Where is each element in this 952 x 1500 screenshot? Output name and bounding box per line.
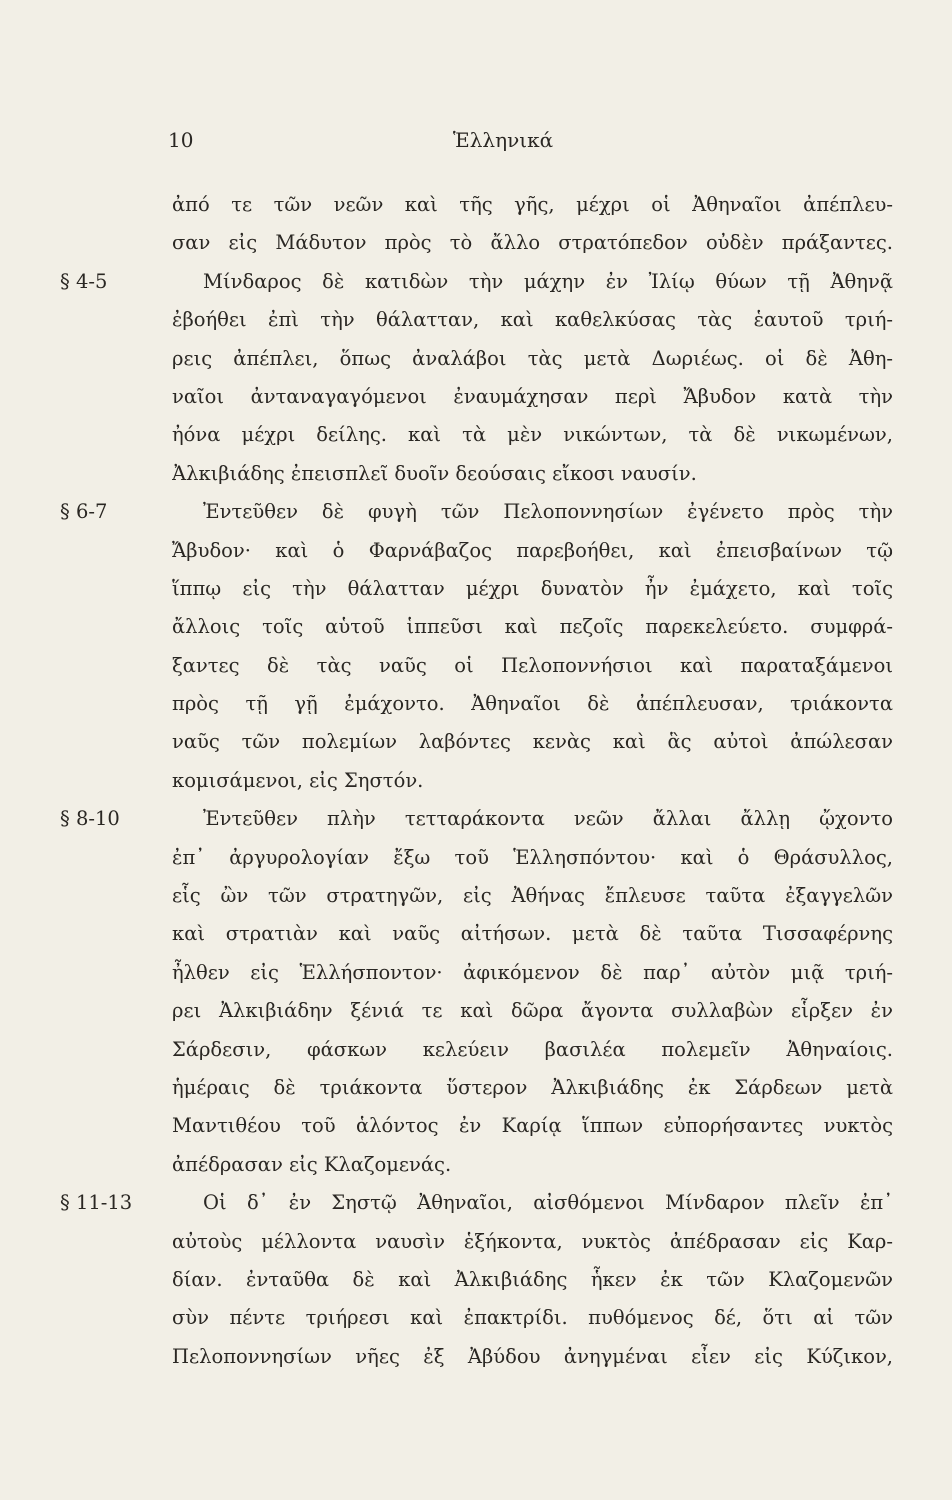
line-text: κομισάμενοι, εἰς Σηστόν. [172, 768, 424, 792]
line-text: ἐπ᾽ ἀργυρολογίαν ἔξω τοῦ Ἑλλησπόντου· καὶ ὁ Θράσυλλος, [172, 845, 893, 869]
text-line [0, 723, 952, 761]
line-text: Μίνδαρος δὲ κατιδὼν τὴν μάχην ἐν Ἰλίῳ θύων τῇ Ἀθηνᾷ [203, 269, 893, 293]
line-text: πρὸς τῇ γῇ ἐμάχοντο. Ἀθηναῖοι δὲ ἀπέπλευσαν, τριάκοντα [172, 692, 893, 716]
text-line [0, 647, 952, 685]
line-text: Ἄβυδον· καὶ ὁ Φαρνάβαζος παρεβοήθει, καὶ ἐπεισβαίνων τῷ [172, 538, 893, 562]
text-line [0, 1338, 952, 1376]
text-line [0, 493, 952, 531]
text-line [0, 954, 952, 992]
text-line [0, 186, 952, 224]
line-text: ἐβοήθει ἐπὶ τὴν θάλατταν, καὶ καθελκύσας τὰς ἑαυτοῦ τριή- [172, 308, 893, 332]
text-line [0, 263, 952, 301]
text-line [0, 685, 952, 723]
line-text: δίαν. ἐνταῦθα δὲ καὶ Ἀλκιβιάδης ἧκεν ἐκ τῶν Κλαζομενῶν [172, 1267, 893, 1291]
text-line [0, 1261, 952, 1299]
text-line [0, 301, 952, 339]
line-text: Οἱ δ᾽ ἐν Σηστῷ Ἀθηναῖοι, αἰσθόμενοι Μίνδαρον πλεῖν ἐπ᾽ [203, 1191, 893, 1215]
text-line [0, 1223, 952, 1261]
page-header [0, 128, 952, 158]
line-text: καὶ στρατιὰν καὶ ναῦς αἰτήσων. μετὰ δὲ ταῦτα Τισσαφέρνης [172, 922, 893, 946]
text-line [0, 608, 952, 646]
line-text: ἦλθεν εἰς Ἑλλήσποντον· ἀφικόμενον δὲ παρ᾽ αὐτὸν μιᾷ τριή- [172, 960, 893, 984]
line-text: ναῦς τῶν πολεμίων λαβόντες κενὰς καὶ ἃς αὐτοὶ ἀπώλεσαν [172, 730, 893, 754]
text-line [0, 1184, 952, 1222]
running-title: Ἑλληνικά [452, 128, 554, 152]
text-line [0, 224, 952, 262]
text-line [0, 378, 952, 416]
text-line [0, 570, 952, 608]
line-text: ρει Ἀλκιβιάδην ξένιά τε καὶ δῶρα ἄγοντα συλλαβὼν εἷρξεν ἐν [172, 999, 893, 1023]
section-marker: § 4-5 [60, 269, 108, 293]
line-text: Ἐντεῦθεν πλὴν τετταράκοντα νεῶν ἄλλαι ἄλλῃ ᾤχοντο [203, 807, 893, 831]
text-line [0, 532, 952, 570]
line-text: σὺν πέντε τριήρεσι καὶ ἐπακτρίδι. πυθόμενος δέ, ὅτι αἱ τῶν [172, 1306, 893, 1330]
line-text: σαν εἰς Μάδυτον πρὸς τὸ ἄλλο στρατόπεδον οὐδὲν πράξαντες. [172, 231, 893, 255]
line-text: Ἀλκιβιάδης ἐπεισπλεῖ δυοῖν δεούσαις εἴκοσι ναυσίν. [172, 461, 697, 485]
line-text: ἡμέραις δὲ τριάκοντα ὕστερον Ἀλκιβιάδης ἐκ Σάρδεων μετὰ [172, 1075, 893, 1099]
line-text: ἀπέδρασαν εἰς Κλαζομενάς. [172, 1152, 452, 1176]
line-text: ἠόνα μέχρι δείλης. καὶ τὰ μὲν νικώντων, τὰ δὲ νικωμένων, [172, 423, 893, 447]
line-text: Σάρδεσιν, φάσκων κελεύειν βασιλέα πολεμεῖν Ἀθηναίοις. [172, 1037, 893, 1061]
line-text: ρεις ἀπέπλει, ὅπως ἀναλάβοι τὰς μετὰ Δωριέως. οἱ δὲ Ἀθη- [172, 346, 893, 370]
text-line [0, 1299, 952, 1337]
line-text: ξαντες δὲ τὰς ναῦς οἱ Πελοποννήσιοι καὶ παραταξάμενοι [172, 653, 893, 677]
section-marker: § 11-13 [60, 1191, 133, 1215]
section-marker: § 8-10 [60, 807, 120, 831]
text-line [0, 839, 952, 877]
line-text: ναῖοι ἀνταναγαγόμενοι ἐναυμάχησαν περὶ Ἄβυδον κατὰ τὴν [172, 384, 893, 408]
section-marker: § 6-7 [60, 500, 108, 524]
line-text: ἄλλοις τοῖς αὑτοῦ ἱππεῦσι καὶ πεζοῖς παρεκελεύετο. συμφρά- [172, 615, 893, 639]
text-line [0, 416, 952, 454]
line-text: Πελοποννησίων νῆες ἐξ Ἀβύδου ἀνηγμέναι εἶεν εἰς Κύζικον, [172, 1344, 893, 1368]
line-text: ἵππῳ εἰς τὴν θάλατταν μέχρι δυνατὸν ἦν ἐμάχετο, καὶ τοῖς [172, 576, 893, 600]
text-line [0, 915, 952, 953]
line-text: αὐτοὺς μέλλοντα ναυσὶν ἑξήκοντα, νυκτὸς ἀπέδρασαν εἰς Καρ- [172, 1229, 893, 1253]
text-line [0, 340, 952, 378]
page-number: 10 [168, 128, 194, 152]
text-line [0, 762, 952, 800]
text-line [0, 1107, 952, 1145]
text-line [0, 455, 952, 493]
text-line [0, 800, 952, 838]
text-line [0, 1146, 952, 1184]
line-text: εἷς ὢν τῶν στρατηγῶν, εἰς Ἀθήνας ἔπλευσε ταῦτα ἐξαγγελῶν [172, 884, 893, 908]
text-line [0, 1069, 952, 1107]
line-text: Ἐντεῦθεν δὲ φυγὴ τῶν Πελοποννησίων ἐγένετο πρὸς τὴν [203, 500, 893, 524]
text-line [0, 1031, 952, 1069]
text-line [0, 877, 952, 915]
line-text: Μαντιθέου τοῦ ἁλόντος ἐν Καρίᾳ ἵππων εὐπορήσαντες νυκτὸς [172, 1114, 893, 1138]
body-text [0, 186, 952, 1376]
text-line [0, 992, 952, 1030]
line-text: ἀπό τε τῶν νεῶν καὶ τῆς γῆς, μέχρι οἱ Ἀθηναῖοι ἀπέπλευ- [172, 193, 893, 216]
